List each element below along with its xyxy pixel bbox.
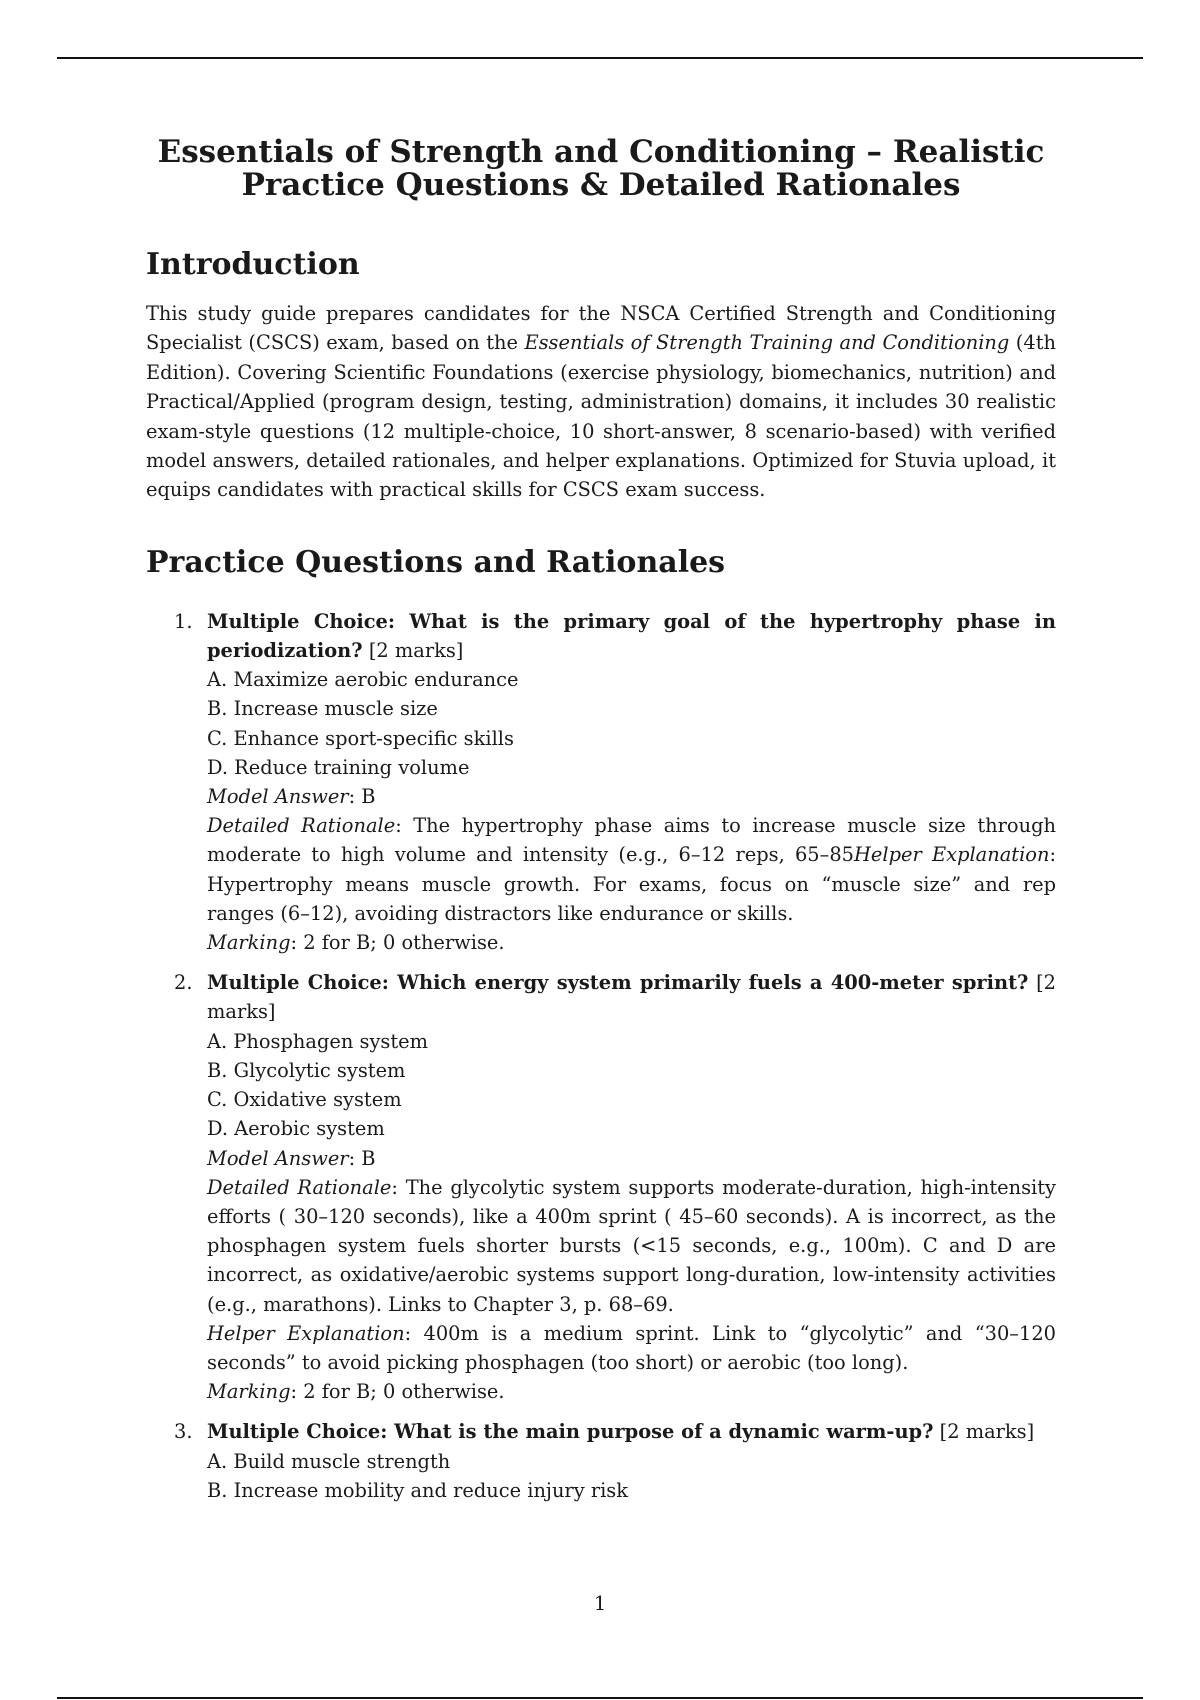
rationale-label: Detailed Rationale — [207, 814, 396, 838]
marking-label: Marking — [207, 931, 291, 955]
helper-text: 400m is a medium sprint. Link to “glycolytic” and “30–120 seconds” to avoid picking phosphagen (too short) or aerobic (too long). — [207, 1321, 1056, 1374]
marking-text: 2 for B; 0 otherwise. — [303, 931, 505, 955]
question-stem: Multiple Choice: Which energy system primarily fuels a 400-meter sprint? — [207, 971, 1029, 995]
rationale-text: The glycolytic system supports moderate-duration, high-intensity efforts ( 30–120 seconds), like a 400m sprint ( 45–60 seconds). A is incorrect, as the phosphagen system fuels shorter bursts (<15 seconds, e.g., 100m). C and D are incorrect, as oxidative/aerobic systems support long-duration, low-intensity activities (e.g., marathons). Links to Chapter 3, p. 68–69. — [207, 1175, 1056, 1316]
bottom-rule — [57, 1697, 1143, 1699]
option-d: D. Aerobic system — [207, 1117, 385, 1141]
question-stem: Multiple Choice: What is the main purpose of a dynamic warm-up? — [207, 1420, 934, 1444]
document-page — [146, 136, 1056, 1516]
rationale-block: Detailed Rationale: The glycolytic system supports moderate-duration, high-intensity efforts ( 30–120 seconds), like a 400m sprint ( 45–60 seconds). A is incorrect, as the phosphagen system fuels shorter bursts (<15 seconds, e.g., 100m). C and D are incorrect, as oxidative/aerobic systems support long-duration, low-intensity activities (e.g., marathons). Links to Chapter 3, p. 68–69. — [207, 1175, 1056, 1316]
intro-book-title: Essentials of Strength Training and Conditioning — [524, 331, 1010, 355]
helper-label: Helper Explanation — [854, 843, 1050, 867]
question-marks: [2 marks] — [939, 1420, 1035, 1444]
option-b: B. Glycolytic system — [207, 1058, 406, 1082]
question-stem-line — [207, 607, 1056, 665]
intro-text-start: This study guide prepares candidates for the NSCA Certified Strength and Conditioning Specialist (CSCS) exam, based on the — [146, 302, 1056, 355]
top-rule — [57, 57, 1143, 59]
model-answer: Model Answer: B — [207, 785, 376, 809]
question-list — [146, 607, 1056, 1505]
document-title: Essentials of Strength and Conditioning – Realistic Practice Questions & Detailed Rationales — [157, 134, 1045, 203]
question-marks: [2 marks] — [368, 639, 464, 663]
question-2 — [146, 968, 1056, 1406]
model-answer-label: Model Answer — [207, 785, 349, 809]
question-1 — [146, 607, 1056, 957]
question-stem-line — [207, 968, 1056, 1026]
question-number: 1. — [174, 609, 193, 633]
option-a: A. Build muscle strength — [207, 1449, 451, 1473]
question-number: 2. — [174, 971, 193, 995]
rationale-label: Detailed Rationale — [207, 1175, 392, 1199]
helper-block: Helper Explanation: 400m is a medium sprint. Link to “glycolytic” and “30–120 seconds” to avoid picking phosphagen (too short) or aerobic (too long). — [207, 1321, 1056, 1374]
practice-heading: Practice Questions and Rationales — [146, 544, 726, 580]
option-a: A. Phosphagen system — [207, 1029, 429, 1053]
option-c: C. Enhance sport-specific skills — [207, 726, 514, 750]
introduction-heading: Introduction — [146, 247, 360, 282]
rationale-block: Detailed Rationale: The hypertrophy phase aims to increase muscle size through moderate to high volume and intensity (e.g., 6–12 reps, 65–85Helper Explanation: Hypertrophy means muscle growth. For exams, focus on “muscle size” and rep ranges (6–12), avoiding distractors like endurance or skills. — [207, 814, 1056, 925]
option-a: A. Maximize aerobic endurance — [207, 668, 519, 692]
question-stem: Multiple Choice: What is the primary goal of the hypertrophy phase in periodization? — [207, 609, 1056, 663]
marking-text: 2 for B; 0 otherwise. — [303, 1380, 505, 1404]
model-answer-value: B — [361, 785, 376, 809]
question-stem-line — [207, 1417, 1056, 1446]
marking-line: Marking: 2 for B; 0 otherwise. — [207, 931, 505, 955]
helper-label: Helper Explanation — [207, 1321, 405, 1345]
option-b: B. Increase mobility and reduce injury risk — [207, 1478, 628, 1502]
rationale-text: The hypertrophy phase aims to increase muscle size through moderate to high volume and intensity (e.g., 6–12 reps, 65–85 — [207, 814, 1056, 867]
question-number: 3. — [174, 1420, 193, 1444]
option-c: C. Oxidative system — [207, 1088, 402, 1112]
model-answer-value: B — [361, 1146, 376, 1170]
marking-label: Marking — [207, 1380, 291, 1404]
option-b: B. Increase muscle size — [207, 697, 438, 721]
intro-text-end: (4th Edition). Covering Scientific Foundations (exercise physiology, biomechanics, nutrition) and Practical/Applied (program design, testing, administration) domains, it includes 30 realistic exam-style questions (12 multiple-choice, 10 short-answer, 8 scenario-based) with verified model answers, detailed rationales, and helper explanations. Optimized for Stuvia upload, it equips candidates with practical skills for CSCS exam success. — [146, 331, 1056, 502]
model-answer-label: Model Answer — [207, 1146, 349, 1170]
question-marks: [2 marks] — [207, 971, 1056, 1024]
model-answer: Model Answer: B — [207, 1146, 376, 1170]
option-d: D. Reduce training volume — [207, 755, 470, 779]
marking-line: Marking: 2 for B; 0 otherwise. — [207, 1380, 505, 1404]
introduction-paragraph — [146, 299, 1056, 505]
page-number: 1 — [593, 1592, 607, 1615]
helper-text: Hypertrophy means muscle growth. For exams, focus on “muscle size” and rep ranges (6–12), avoiding distractors like endurance or skills. — [207, 872, 1056, 925]
question-3 — [146, 1417, 1056, 1505]
